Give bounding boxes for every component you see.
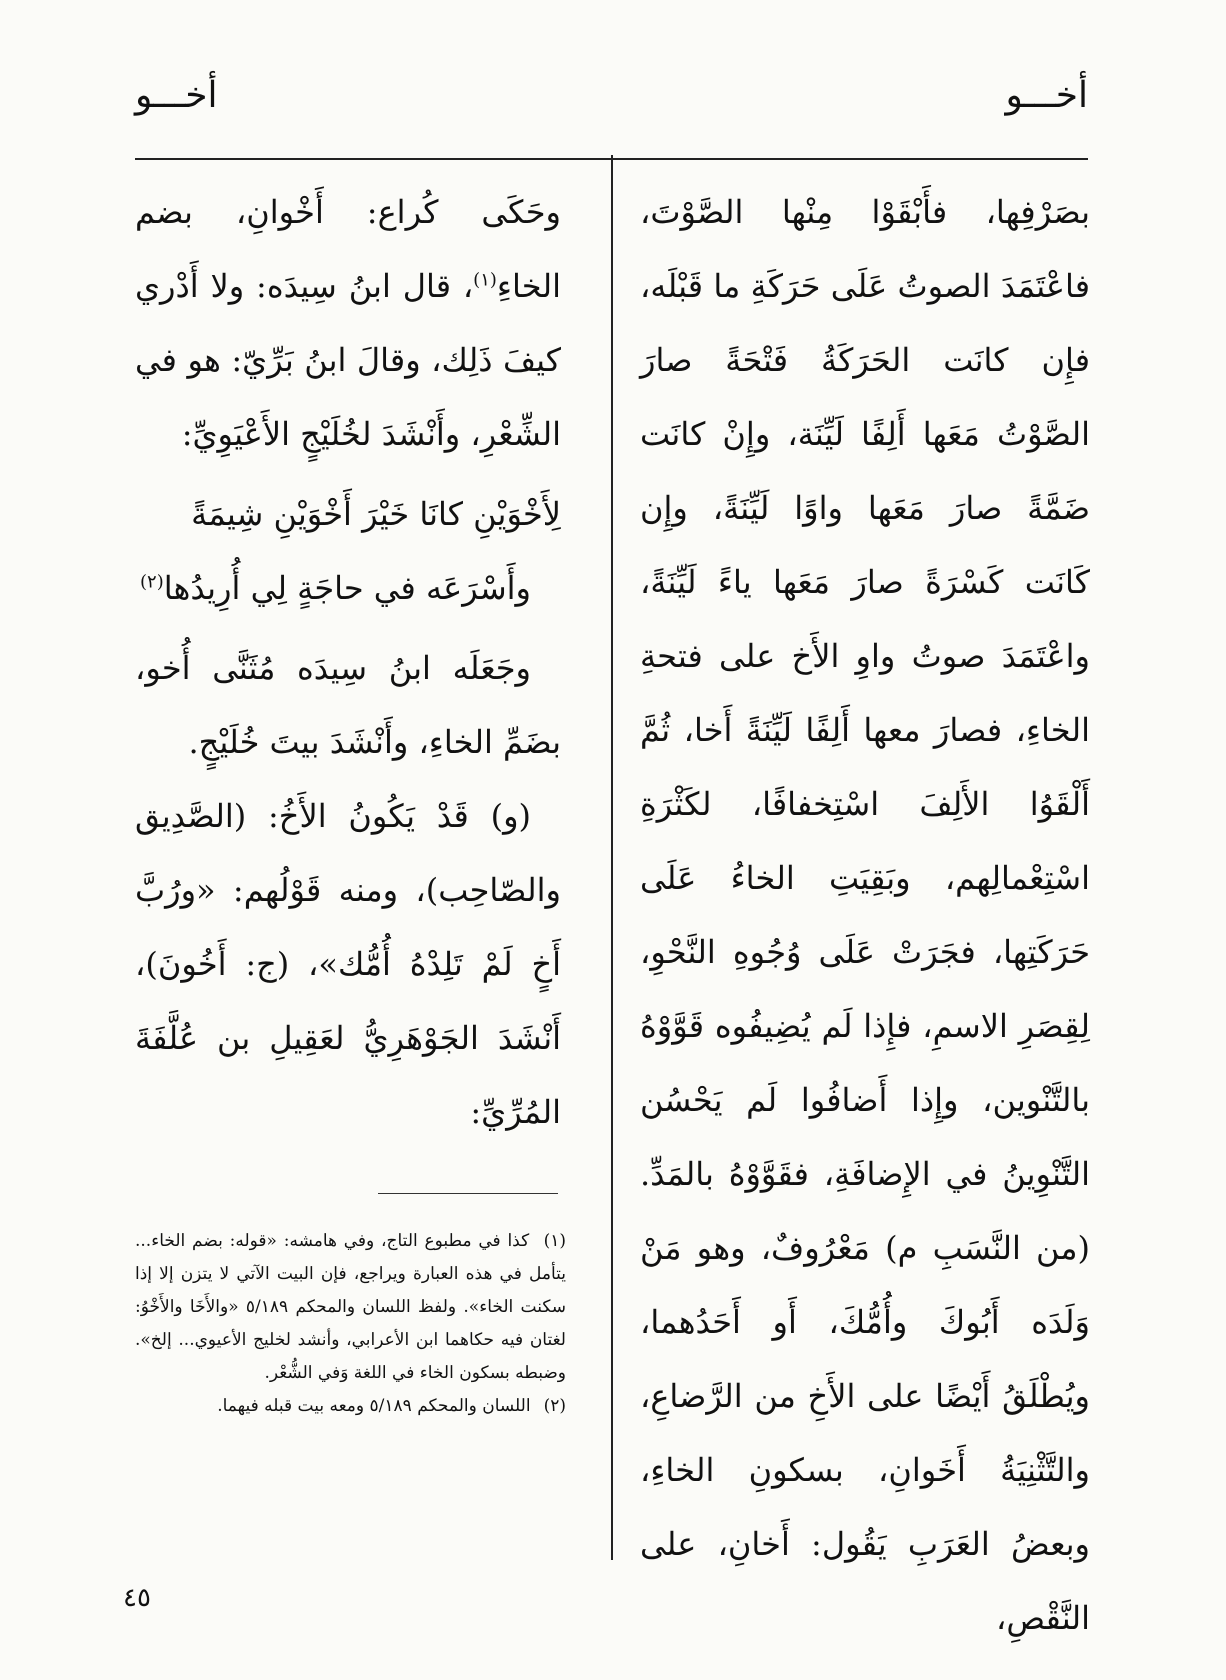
left-paragraph-1-start: وحَكَى كُراع: أَخْوانِ، بضم الخاءِ xyxy=(135,193,561,305)
left-column xyxy=(135,175,561,1149)
right-column xyxy=(640,175,1090,1655)
footnote-marker-2[interactable]: (٢) xyxy=(139,571,164,593)
footnote-marker-1[interactable]: (١) xyxy=(473,269,497,291)
verse-line-2 xyxy=(135,551,561,625)
footnote-2-number: (٢) xyxy=(543,1396,566,1416)
footnotes xyxy=(135,1225,566,1423)
column-divider xyxy=(611,155,613,1560)
verse-line-2-text: وأَسْرَعَه في حاجَةٍ لِي أُرِيدُها xyxy=(163,569,531,607)
footnote-1-text: كذا في مطبوع التاج، وفي هامشه: «قوله: بضم الخاء... يتأمل في هذه العبارة ويراجع، فإن البيت الآتي لا يتزن إلا إذا سكنت الخاء». ولفظ اللسان والمحكم ٥/١٨٩ «والأَخَا والأَخْوُ: لغتان فيه حكاهما ابن الأعرابي، وأنشد لخليج الأعيوي... إلخ». وضبطه بسكون الخاء في اللغة وَفي الشُّعْر. xyxy=(135,1231,566,1383)
header-left-title: أخـــو xyxy=(135,75,218,116)
poem-verse xyxy=(135,477,561,625)
verse-line-1: لِأَخْوَيْنِ كانَا خَيْرَ أَخْوَيْنِ شِيمَةً xyxy=(191,495,561,533)
footnote-2-text: اللسان والمحكم ٥/١٨٩ ومعه بيت قبله فيهما. xyxy=(217,1396,531,1416)
footnote-divider xyxy=(378,1193,558,1194)
left-paragraph-1-end: ، قال ابنُ سِيدَه: ولا أَدْري كيفَ ذَلِك، وقالَ ابنُ بَرِّيّ: هو في الشِّعْرِ، وأَنْشَدَ لخُلَيْجٍ الأَعْيَوِيِّ: xyxy=(135,267,561,453)
header-right-title: أخـــو xyxy=(1005,75,1088,116)
right-column-paragraph: بصَرْفِها، فأَبْقَوْا مِنْها الصَّوْتَ، فاعْتَمَدَ الصوتُ عَلَى حَرَكَةِ ما قَبْلَه، فإِن كانَت الحَرَكَةُ فَتْحَةً صارَ الصَّوْتُ مَعَها أَلِفًا لَيِّنَة، وإِنْ كانَت ضَمَّةً صارَ مَعَها واوًا لَيِّنَةً، وإِن كَانَت كَسْرَةً صارَ مَعَها ياءً لَيِّنَةً، واعْتَمَدَ صوتُ واوِ الأَخ على فتحةِ الخاءِ، فصارَ معها أَلِفًا لَيِّنَةً أَخا، ثُمَّ أَلْقَوُا الأَلِفَ اسْتِخفافًا، لكَثْرَةِ اسْتِعْمالِهم، وبَقِيَتِ الخاءُ عَلَى حَرَكَتِها، فجَرَتْ عَلَى وُجُوهِ النَّحْوِ، لِقِصَرِ الاسمِ، فإِذا لَم يُضِيفُوه قَوَّوْهُ بالتَّنْوين، وإِذا أَضافُوا لَم يَحْسُن التَّنْوِينُ في الإِضافَةِ، فقَوَّوْهُ بالمَدِّ. (من النَّسَبِ م) مَعْرُوفٌ، وهو مَنْ وَلَدَه أَبُوكَ وأُمُّكَ، أَو أَحَدُهما، ويُطْلَقُ أَيْضًا على الأَخِ من الرَّضاعِ، والتَّثْنِيَةُ أَخَوانِ، بسكونِ الخاءِ، وبعضُ العَرَبِ يَقُول: أَخانِ، على النَّقْصِ، xyxy=(640,193,1090,1637)
footnote-1 xyxy=(135,1225,566,1390)
footnote-2 xyxy=(135,1390,566,1423)
left-paragraph-3: (و) قَدْ يَكُونُ الأَخُ: (الصَّدِيق والصّاحِب)، ومنه قَوْلُهم: «ورُبَّ أَخٍ لَمْ تَلِدْهُ أُمُّك»، (ج: أَخُونَ)، أَنْشَدَ الجَوْهَرِيُّ لعَقِيلِ بن عُلَّفَةَ المُرِّيِّ: xyxy=(135,797,561,1131)
footnote-1-number: (١) xyxy=(543,1231,566,1251)
page-number: ٤٥ xyxy=(123,1583,151,1613)
left-paragraph-2: وجَعَلَه ابنُ سِيدَه مُثَنَّى أُخو، بضَمِّ الخاءِ، وأَنْشَدَ بيتَ خُلَيْجٍ. xyxy=(135,649,561,761)
left-paragraph-1 xyxy=(135,175,561,471)
